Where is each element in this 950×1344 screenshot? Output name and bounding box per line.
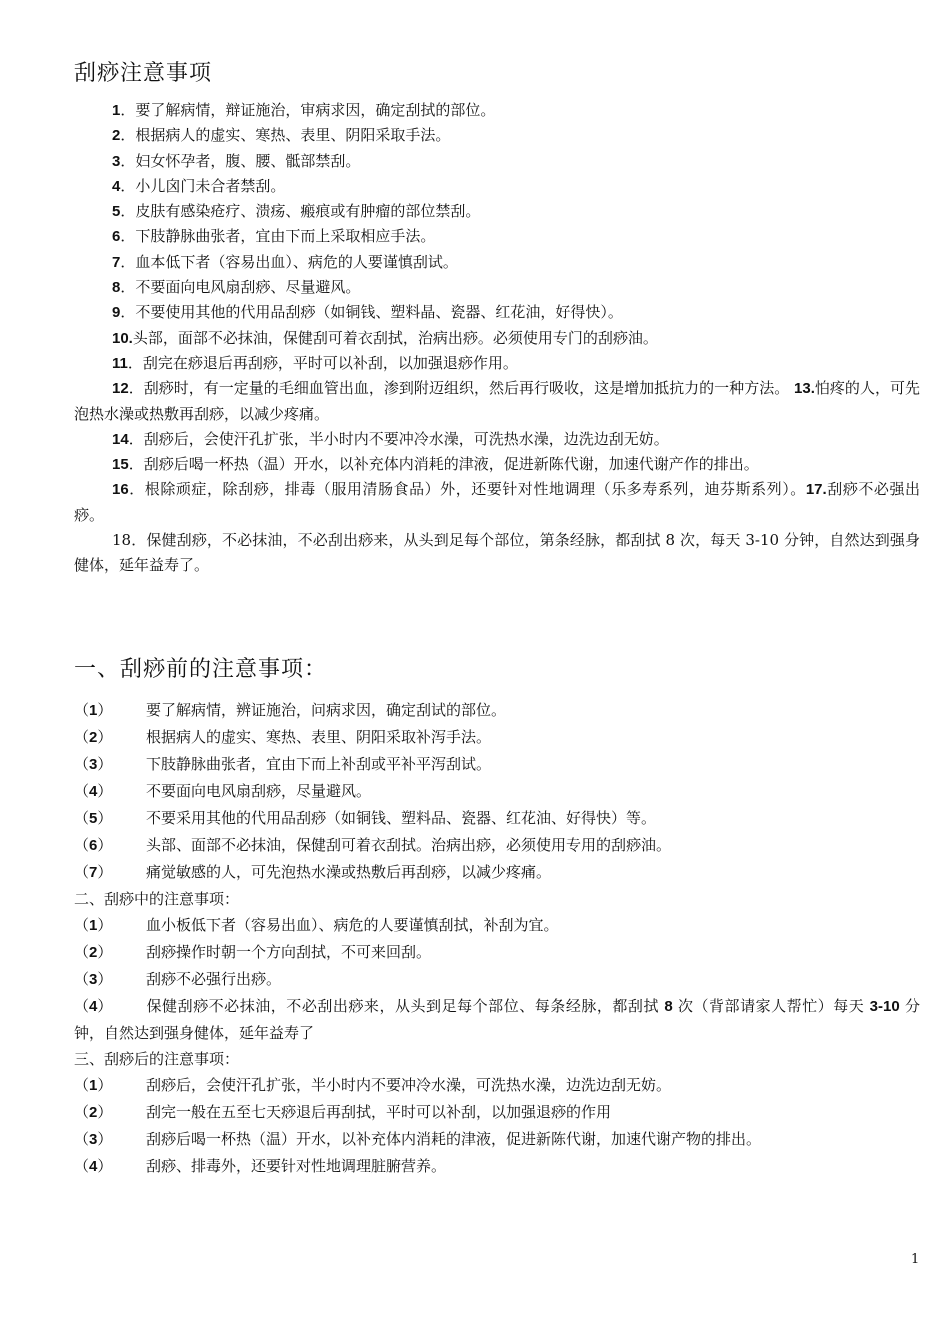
item-number: 3 [89,1131,98,1148]
rule-item [74,174,920,199]
item-number: 4 [89,998,98,1015]
precautions-list [74,697,920,1180]
item-number: 3 [89,971,98,988]
item-bold-value: 8 [664,998,673,1015]
rule-item [74,300,920,325]
rule-text: ．血本低下者（容易出血）、病危的人要谨慎刮试。 [120,252,458,271]
rule-text: 18．保健刮痧，不必抹油，不必刮出痧来，从头到足每个部位，第条经脉，都刮拭 8 次，每天 3-10 分钟，自然达到强身健体，延年益寿了。 [74,531,920,575]
rule-number: 2 [112,127,121,145]
item-number: 4 [89,1158,98,1175]
rule-text: ．根据病人的虚实、寒热、表里、阴阳采取手法。 [120,126,451,145]
item-text: 下肢静脉曲张者，宜由下而上补刮或平补平泻刮试。 [146,755,492,773]
rule-number: 4 [112,177,121,195]
subsection-heading: 三、刮痧后的注意事项： [74,1050,240,1068]
rule-item [74,149,920,174]
item-number: 1 [89,1077,98,1094]
rule-number: 12 [112,380,129,398]
item-text: 保健刮痧不必抹油，不必刮出痧来，从头到足每个部位、每条经脉，都刮拭 [146,997,659,1015]
list-item: （4） 刮痧、排毒外，还要针对性地调理脏腑营养。 [74,1153,920,1180]
item-text: 不要采用其他的代用品刮痧（如铜钱、塑料品、瓷器、红花油、好得快）等。 [146,809,657,827]
rule-item [74,123,920,148]
rule-number: 6 [112,228,121,246]
item-number: 2 [89,1104,98,1121]
rules-list [74,98,920,579]
item-text: 根据病人的虚实、寒热、表里、阴阳采取补泻手法。 [146,728,492,746]
page-title: 刮痧注意事项 [74,61,213,86]
item-number: 5 [89,810,98,827]
rule-number: 15 [112,456,129,474]
item-number: 2 [89,729,98,746]
item-number: 7 [89,864,98,881]
list-item: （3） 下肢静脉曲张者，宜由下而上补刮或平补平泻刮试。 [74,751,920,778]
rule-text: ．刮完在痧退后再刮痧，平时可以补刮，以加强退痧作用。 [127,353,518,372]
rule-number: 17. [805,481,827,499]
rule-item [74,376,920,427]
rule-number: 7 [112,253,121,271]
rule-number: 5 [112,203,121,221]
rule-item [74,351,920,376]
item-number: 1 [89,917,98,934]
rule-number: 13. [794,380,815,398]
rule-text: ．小儿囟门未合者禁刮。 [120,176,286,195]
rule-item [74,199,920,224]
item-text: 头部、面部不必抹油，保健刮可着衣刮拭。治病出痧，必须使用专用的刮痧油。 [146,836,672,854]
rule-item [74,275,920,300]
list-item: （1） 要了解病情，辨证施治，问病求因，确定刮试的部位。 [74,697,920,724]
item-text: 不要面向电风扇刮痧，尽量避风。 [146,782,372,800]
item-text: 刮痧、排毒外，还要针对性地调理脏腑营养。 [146,1157,447,1175]
rule-item [74,528,920,579]
list-item: （2） 刮完一般在五至七天痧退后再刮拭，平时可以补刮，以加强退痧的作用 [74,1099,920,1126]
list-item: （2） 根据病人的虚实、寒热、表里、阴阳采取补泻手法。 [74,724,920,751]
rule-item [74,250,920,275]
rule-text: ．妇女怀孕者，腹、腰、骶部禁刮。 [120,151,361,170]
rule-text: ．刮痧后喝一杯热（温）开水，以补充体内消耗的津液，促进新陈代谢，加速代谢产作的排出。 [128,455,759,474]
rule-text: 头部，面部不必抹油，保健刮可着衣刮拭，治病出痧。必须使用专门的刮痧油。 [132,328,658,347]
subsection-heading: 二、刮痧中的注意事项： [74,890,240,908]
item-text: 要了解病情，辨证施治，问病求因，确定刮试的部位。 [146,701,507,719]
rule-number: 9 [112,304,121,322]
rule-item [74,98,920,123]
rule-number: 3 [112,152,121,170]
list-item: （3） 刮痧不必强行出痧。 [74,966,920,993]
page-number: 1 [911,1252,920,1267]
rule-number: 10. [112,329,133,347]
item-text: 血小板低下者（容易出血）、病危的人要谨慎刮拭，补刮为宜。 [146,916,559,934]
rule-text: ．根除顽症，除刮痧，排毒（服用清肠食品）外，还要针对性地调理（乐多寿系列，迪芬斯系列）。 [128,480,806,499]
list-item: （4） 保健刮痧不必抹油，不必刮出痧来，从头到足每个部位、每条经脉，都刮拭 8 次（背部请家人帮忙）每天 3-10 分钟，自然达到强身健体，延年益寿了 [74,997,920,1042]
rule-number: 8 [112,279,121,297]
item-text: 分钟，自然达到强身健体，延年益寿了 [74,997,920,1042]
rule-item [74,326,920,351]
rule-item [74,452,920,477]
rule-text: ．皮肤有感染疮疗、溃疡、瘢痕或有肿瘤的部位禁刮。 [120,202,481,221]
section-heading: 一、刮痧前的注意事项： [74,657,328,682]
rule-text: 刮痧不必强出痧。 [74,480,920,524]
item-text: 刮痧操作时朝一个方向刮拭，不可来回刮。 [146,943,432,961]
rule-text: ．下肢静脉曲张者，宜由下而上采取相应手法。 [120,227,436,246]
rule-text: ．不要使用其他的代用品刮痧（如铜钱、塑料晶、瓷器、红花油，好得快）。 [120,303,623,322]
item-number: 6 [89,837,98,854]
list-item: （2） 刮痧操作时朝一个方向刮拭，不可来回刮。 [74,939,920,966]
item-text: 痛觉敏感的人，可先泡热水澡或热敷后再刮痧，以减少疼痛。 [146,863,552,881]
rule-item [74,224,920,249]
list-item: （4） 不要面向电风扇刮痧，尽量避风。 [74,778,920,805]
item-text: 刮痧不必强行出痧。 [146,970,282,988]
rule-text: ．要了解病情，辩证施治，审病求因，确定刮拭的部位。 [120,101,496,119]
list-item: （1） 血小板低下者（容易出血）、病危的人要谨慎刮拭，补刮为宜。 [74,912,920,939]
item-bold-value: 3-10 [869,998,900,1015]
rule-number: 11 [112,354,128,372]
rule-text: ．刮痧时，有一定量的毛细血管出血，渗到附迈组织，然后再行吸收，这是增加抵抗力的一种方法。 [128,379,790,398]
rule-text: 怕疼的人，可先泡热水澡或热敷再刮痧，以减少疼痛。 [74,379,920,423]
item-text: 刮完一般在五至七天痧退后再刮拭，平时可以补刮，以加强退痧的作用 [146,1103,612,1121]
item-text: 刮痧后，会使汗孔扩张，半小时内不要冲冷水澡，可洗热水澡，边洗边刮无妨。 [146,1076,672,1094]
item-number: 2 [89,944,98,961]
rule-number: 1 [112,102,121,119]
item-text: 刮痧后喝一杯热（温）开水，以补充体内消耗的津液，促进新陈代谢，加速代谢产物的排出。 [146,1130,762,1148]
rule-item [74,427,920,452]
rule-number: 16 [112,481,129,499]
item-number: 1 [89,702,98,719]
rule-text: ．不要面向电风扇刮痧、尽量避风。 [120,278,361,297]
item-text: 次（背部请家人帮忙）每天 [677,997,865,1015]
list-item: （1） 刮痧后，会使汗孔扩张，半小时内不要冲冷水澡，可洗热水澡，边洗边刮无妨。 [74,1072,920,1099]
rule-item [74,477,920,528]
list-item: （3） 刮痧后喝一杯热（温）开水，以补充体内消耗的津液，促进新陈代谢，加速代谢产物的排出。 [74,1126,920,1153]
item-number: 4 [89,783,98,800]
list-item: （6） 头部、面部不必抹油，保健刮可着衣刮拭。治病出痧，必须使用专用的刮痧油。 [74,832,920,859]
list-item: （5） 不要采用其他的代用品刮痧（如铜钱、塑料品、瓷器、红花油、好得快）等。 [74,805,920,832]
item-number: 3 [89,756,98,773]
list-item: （7） 痛觉敏感的人，可先泡热水澡或热敷后再刮痧，以减少疼痛。 [74,859,920,886]
rule-number: 14 [112,430,129,448]
rule-text: ．刮痧后，会使汗孔扩张，半小时内不要冲冷水澡，可洗热水澡，边洗边刮无妨。 [128,429,669,448]
